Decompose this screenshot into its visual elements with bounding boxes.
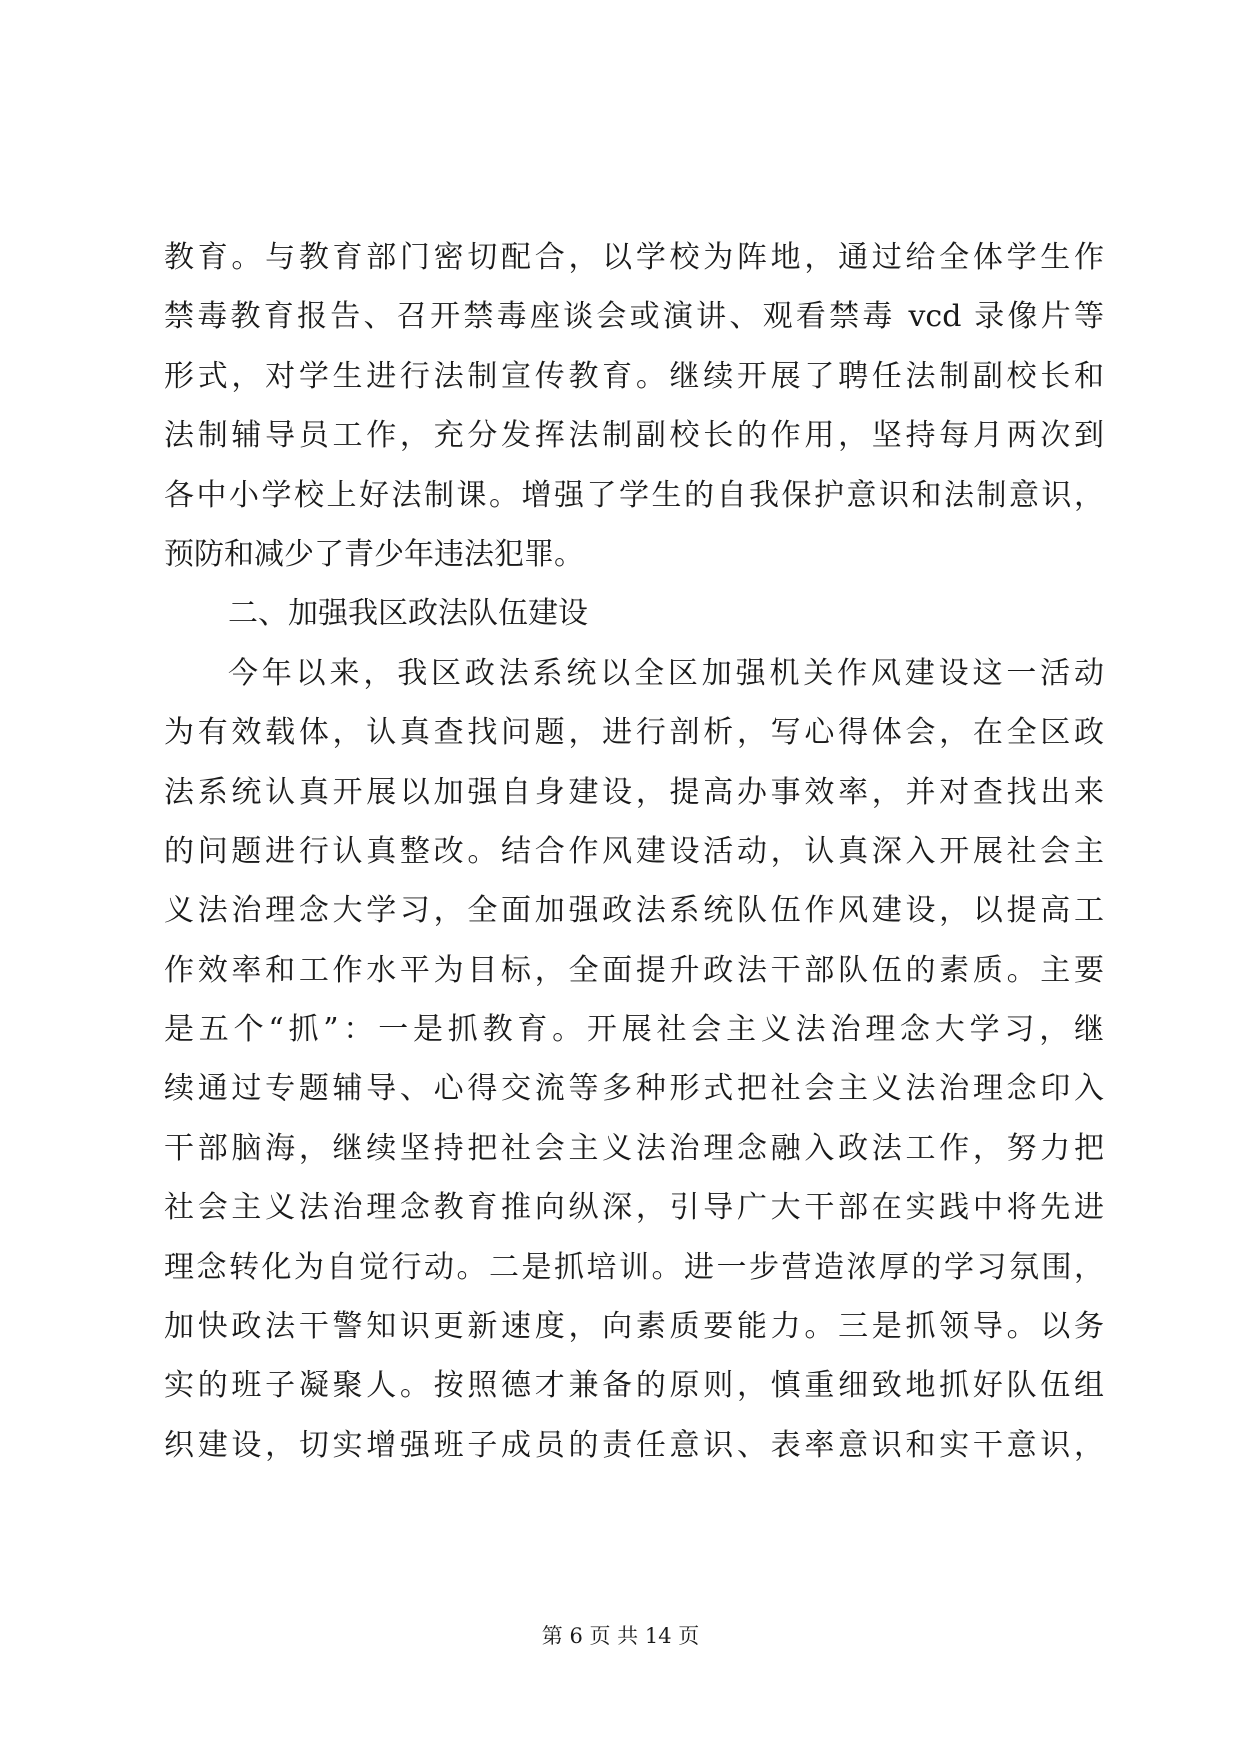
paragraph-line: 织建设，切实增强班子成员的责任意识、表率意识和实干意识，	[164, 1427, 1104, 1463]
paragraph-line: 干部脑海，继续坚持把社会主义法治理念融入政法工作，努力把	[164, 1130, 1104, 1166]
paragraph-line: 作效率和工作水平为目标，全面提升政法干部队伍的素质。主要	[164, 952, 1104, 988]
paragraph-line: 教育。与教育部门密切配合，以学校为阵地，通过给全体学生作	[164, 240, 1104, 275]
section-heading: 二、加强我区政法队伍建设	[228, 596, 588, 632]
paragraph-line: 为有效载体，认真查找问题，进行剖析，写心得体会，在全区政	[164, 715, 1104, 751]
paragraph-line: 续通过专题辅导、心得交流等多种形式把社会主义法治理念印入	[164, 1071, 1104, 1107]
paragraph-line: 今年以来，我区政法系统以全区加强机关作风建设这一活动	[228, 655, 1104, 691]
paragraph-line: 实的班子凝聚人。按照德才兼备的原则，慎重细致地抓好队伍组	[164, 1368, 1104, 1404]
paragraph-line: 法系统认真开展以加强自身建设，提高办事效率，并对查找出来	[164, 774, 1104, 810]
paragraph-line: 社会主义法治理念教育推向纵深，引导广大干部在实践中将先进	[164, 1190, 1104, 1226]
paragraph-line: 理念转化为自觉行动。二是抓培训。进一步营造浓厚的学习氛围，	[164, 1249, 1104, 1285]
paragraph-line: 形式，对学生进行法制宣传教育。继续开展了聘任法制副校长和	[164, 358, 1104, 394]
paragraph-line: 的问题进行认真整改。结合作风建设活动，认真深入开展社会主	[164, 833, 1104, 869]
document-body	[164, 228, 1104, 1475]
paragraph-line: 预防和减少了青少年违法犯罪。	[164, 536, 584, 572]
page-number-footer: 第 6 页 共 14 页	[541, 1624, 700, 1648]
paragraph-line: 加快政法干警知识更新速度，向素质要能力。三是抓领导。以务	[164, 1309, 1104, 1345]
paragraph-line: 禁毒教育报告、召开禁毒座谈会或演讲、观看禁毒 vcd 录像片等	[164, 299, 1104, 335]
paragraph-line: 各中小学校上好法制课。增强了学生的自我保护意识和法制意识，	[164, 477, 1104, 513]
paragraph-line: 法制辅导员工作，充分发挥法制副校长的作用，坚持每月两次到	[164, 418, 1104, 454]
paragraph-line: 义法治理念大学习，全面加强政法系统队伍作风建设，以提高工	[164, 893, 1104, 929]
paragraph-line: 是五个“抓”：一是抓教育。开展社会主义法治理念大学习，继	[164, 1012, 1104, 1048]
